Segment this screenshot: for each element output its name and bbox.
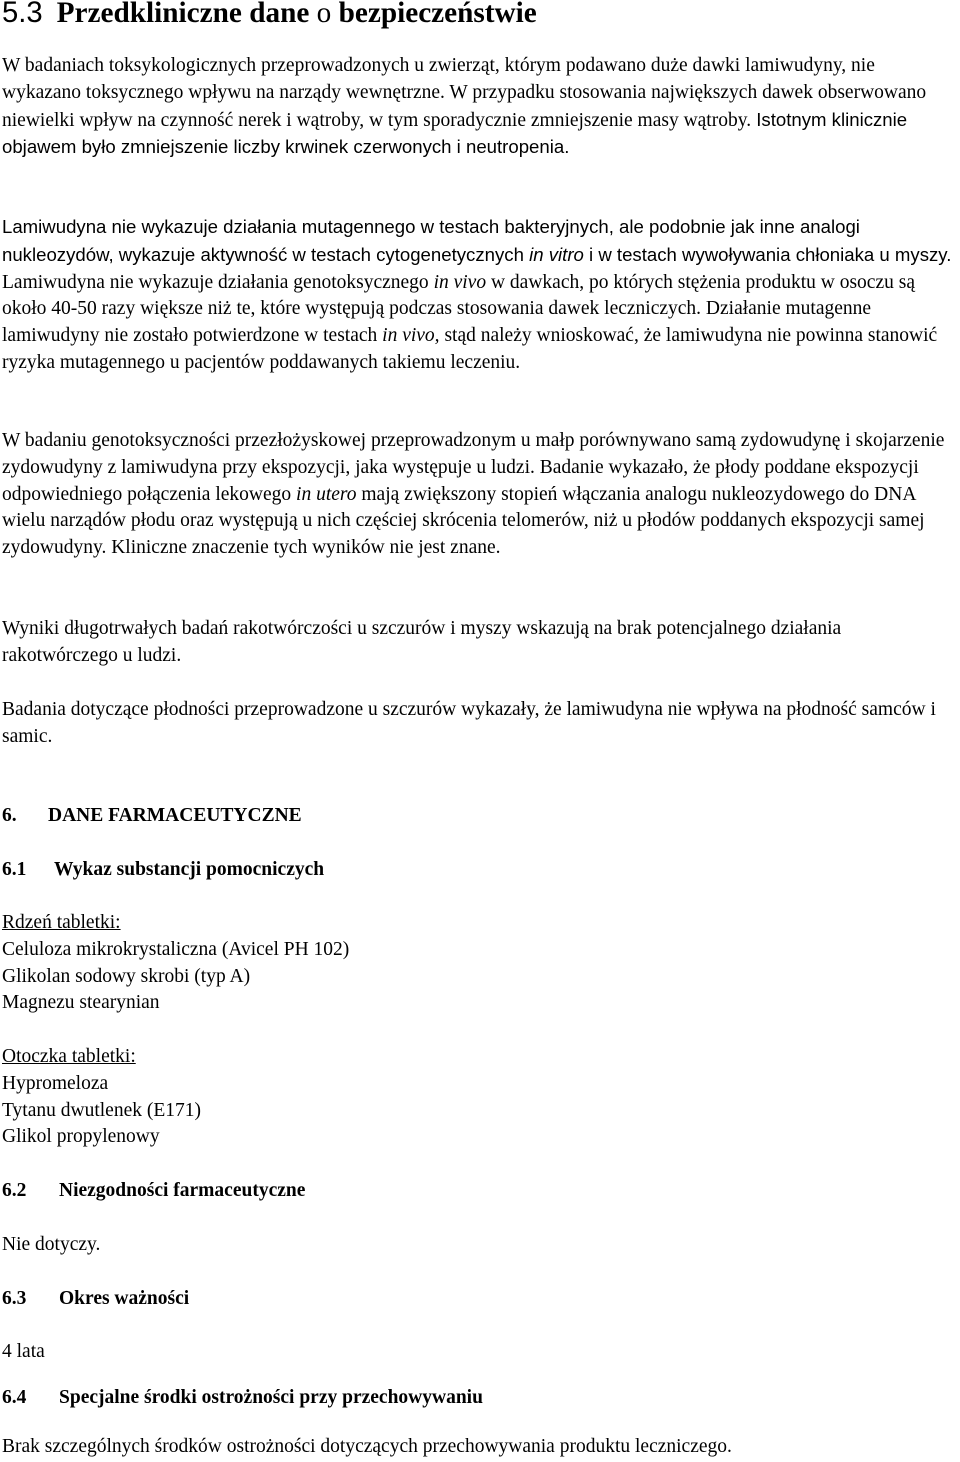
section-5-3-heading	[2, 0, 956, 27]
section-6-2-heading	[2, 1178, 956, 1205]
preclinical-paragraph-2: Lamiwudyna nie wykazuje działania mutagennego w testach bakteryjnych, ale podobnie jak inne analogi nukleozydów, wykazuje aktywność w testach cytogenetycznych in vitro i w testach wywoływania chłoniaka u myszy. Lamiwudyna nie wykazuje działania genotoksycznego in vivo w dawkach, po których stężenia produktu w osoczu są około 40-50 razy większe niż te, które występują podczas stosowania dawek leczniczych. Działanie mutagenne lamiwudyny nie zostało potwierdzone w testach in vivo, stąd należy wnioskować, że lamiwudyna nie powinna stanowić ryzyka mutagennego u pacjentów poddawanych takiemu leczeniu.	[2, 216, 952, 373]
section-title: Specjalne środki ostrożności przy przechowywaniu	[59, 1387, 483, 1408]
preclinical-paragraph-1: W badaniach toksykologicznych przeprowadzonych u zwierząt, którym podawano duże dawki lamiwudyny, nie wykazano toksycznego wpływu na narządy wewnętrzne. W przypadku stosowania największych dawek obserwowano niewielki wpływ na czynność nerek i wątroby, w tym sporadycznie zmniejszenie masy wątroby. Istotnym klinicznie objawem było zmniejszenie liczby krwinek czerwonych i neutropenia.	[2, 55, 927, 158]
section-6-4-heading	[2, 1385, 956, 1412]
section-title: Okres ważności	[59, 1288, 190, 1309]
preclinical-paragraph-3: W badaniu genotoksyczności przezłożyskowej przeprowadzonym u małp porównywano samą zydowudynę i skojarzenie zydowudyny z lamiwudyna przy ekspozycji, jaka występuje u ludzi. Badanie wykazało, że płody poddane ekspozycji odpowiedniego połączenia lekowego in utero mają zwiększony stopień włączania analogu nukleozydowego do DNA wielu narządów płodu oraz występują u nich częściej skrócenia telomerów, niż u płodów poddanych ekspozycji samej zydowudyny. Kliniczne znaczenie tych wyników nie jest znane.	[2, 430, 945, 559]
section-6-1-heading	[2, 857, 956, 884]
list-item: Glikol propylenowy	[2, 1126, 160, 1148]
section-title: Wykaz substancji pomocniczych	[54, 859, 325, 880]
section-number: 6.4	[2, 1387, 27, 1408]
coating-label: Otoczka tabletki:	[2, 1046, 136, 1067]
section-title: Przedkliniczne dane o bezpieczeństwie	[56, 0, 537, 29]
section-title: Niezgodności farmaceutyczne	[59, 1180, 306, 1201]
list-item: Glikolan sodowy skrobi (typ A)	[2, 965, 251, 987]
section-number: 5.3	[2, 0, 43, 29]
section-6-2-text: Nie dotyczy.	[2, 1234, 101, 1255]
list-item: Hypromeloza	[2, 1072, 109, 1094]
section-number: 6.	[2, 805, 17, 826]
section-number: 6.3	[2, 1288, 27, 1309]
list-item: Tytanu dwutlenek (E171)	[2, 1099, 201, 1121]
list-item: Magnezu stearynian	[2, 992, 160, 1014]
core-label: Rdzeń tabletki:	[2, 912, 121, 933]
preclinical-paragraph-5: Badania dotyczące płodności przeprowadzone u szczurów wykazały, że lamiwudyna nie wpływa na płodność samców i samic.	[2, 699, 936, 747]
coating-excipients	[2, 1044, 956, 1151]
core-excipients	[2, 910, 956, 1017]
section-6-3-heading	[2, 1286, 956, 1313]
list-item: Celuloza mikrokrystaliczna (Avicel PH 102)	[2, 938, 350, 960]
section-6-4-text: Brak szczególnych środków ostrożności dotyczących przechowywania produktu leczniczego.	[2, 1436, 732, 1457]
section-6-heading	[2, 803, 956, 830]
section-title: DANE FARMACEUTYCZNE	[48, 805, 302, 826]
preclinical-paragraph-4: Wyniki długotrwałych badań rakotwórczości u szczurów i myszy wskazują na brak potencjalnego działania rakotwórczego u ludzi.	[2, 618, 842, 666]
section-number: 6.2	[2, 1180, 27, 1201]
section-6-3-text: 4 lata	[2, 1341, 45, 1362]
section-number: 6.1	[2, 859, 27, 880]
